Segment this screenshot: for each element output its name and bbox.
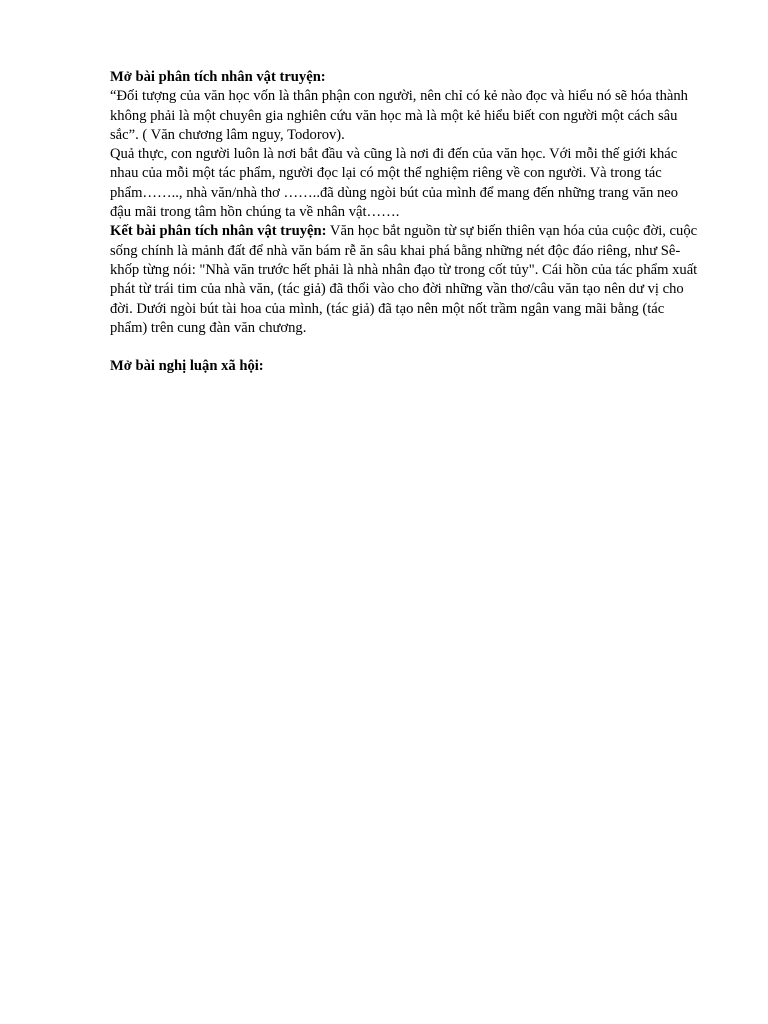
document-page: [110, 68, 700, 377]
intro-body-paragraph: Quả thực, con người luôn là nơi bắt đầu và cũng là nơi đi đến của văn học. Với mỗi thế giới khác nhau của mỗi một tác phẩm, người đọc lại có một thể nghiệm riêng về con người. Và trong tác phẩm…….., nhà văn/nhà thơ ……..đã dùng ngòi bút của mình để mang đến những trang văn neo đậu mãi trong tâm hồn chúng ta về nhân vật…….: [110, 146, 679, 221]
section-heading-social-essay-intro: Mở bài nghị luận xã hội:: [110, 358, 264, 375]
section-heading-character-analysis-conclusion: Kết bài phân tích nhân vật truyện:: [110, 223, 327, 240]
todorov-quote: “Đối tượng của văn học vốn là thân phận con người, nên chỉ có kẻ nào đọc và hiểu nó sẽ hóa thành không phải là một chuyên gia nghiên cứu văn học mà là một kẻ hiểu biết con người một cách sâu sắc”. ( Văn chương lâm nguy, Todorov).: [110, 88, 688, 143]
conclusion-body-text: Văn học bắt nguồn từ sự biến thiên vạn hóa của cuộc đời, cuộc sống chính là mảnh đất để nhà văn bám rễ ăn sâu khai phá bằng những nét độc đáo riêng, như Sê-khốp từng nói: "Nhà văn trước hết phải là nhà nhân đạo từ trong cốt tủy". Cái hồn của tác phẩm xuất phát từ trái tim của nhà văn, (tác giả) đã thổi vào cho đời những vần thơ/câu văn tạo nên dư vị cho đời. Dưới ngòi bút tài hoa của mình, (tác giả) đã tạo nên một nốt trầm ngân vang mãi bằng (tác phẩm) trên cung đàn văn chương.: [110, 223, 698, 336]
paragraph-spacer: [110, 338, 700, 357]
conclusion-paragraph: [110, 222, 700, 338]
section-heading-character-analysis-intro: Mở bài phân tích nhân vật truyện:: [110, 69, 326, 85]
